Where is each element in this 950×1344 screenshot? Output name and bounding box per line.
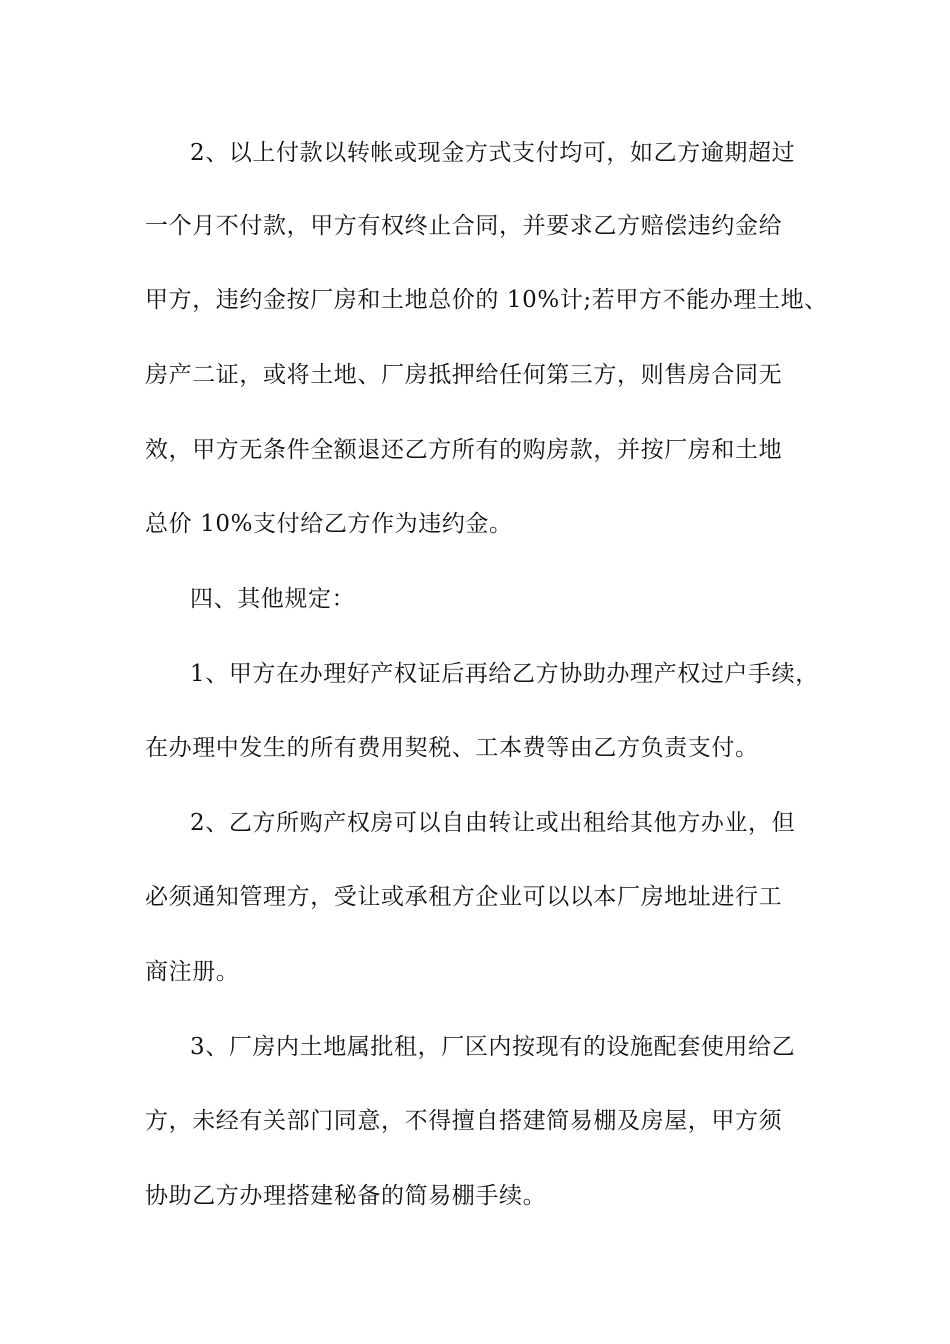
text-line: 总价 10%支付给乙方作为违约金。: [145, 511, 513, 537]
section-heading: 四、其他规定：: [190, 586, 356, 612]
text-line: 方，未经有关部门同意，不得擅自搭建简易棚及房屋，甲方须: [145, 1108, 783, 1134]
text-line: 协助乙方办理搭建秘备的简易棚手续。: [145, 1183, 547, 1209]
text-line: 一个月不付款，甲方有权终止合同，并要求乙方赔偿违约金给: [145, 213, 783, 239]
text-line: 甲方，违约金按厂房和土地总价的 10%计;若甲方不能办理土地、: [145, 287, 828, 313]
text-line: 必须通知管理方，受让或承租方企业可以以本厂房地址进行工: [145, 884, 783, 910]
text-line: 商注册。: [145, 959, 240, 985]
text-line: 3、厂房内土地属批租，厂区内按现有的设施配套使用给乙: [190, 1034, 796, 1060]
text-line: 1、甲方在办理好产权证后再给乙方协助办理产权过户手续，: [190, 661, 819, 687]
text-line: 在办理中发生的所有费用契税、工本费等由乙方负责支付。: [145, 735, 759, 761]
text-line: 房产二证，或将土地、厂房抵押给任何第三方，则售房合同无: [145, 362, 783, 388]
text-line: 效，甲方无条件全额退还乙方所有的购房款，并按厂房和土地: [145, 437, 783, 463]
text-line: 2、乙方所购产权房可以自由转让或出租给其他方办业，但: [190, 810, 796, 836]
text-line: 2、以上付款以转帐或现金方式支付均可，如乙方逾期超过: [190, 140, 796, 166]
